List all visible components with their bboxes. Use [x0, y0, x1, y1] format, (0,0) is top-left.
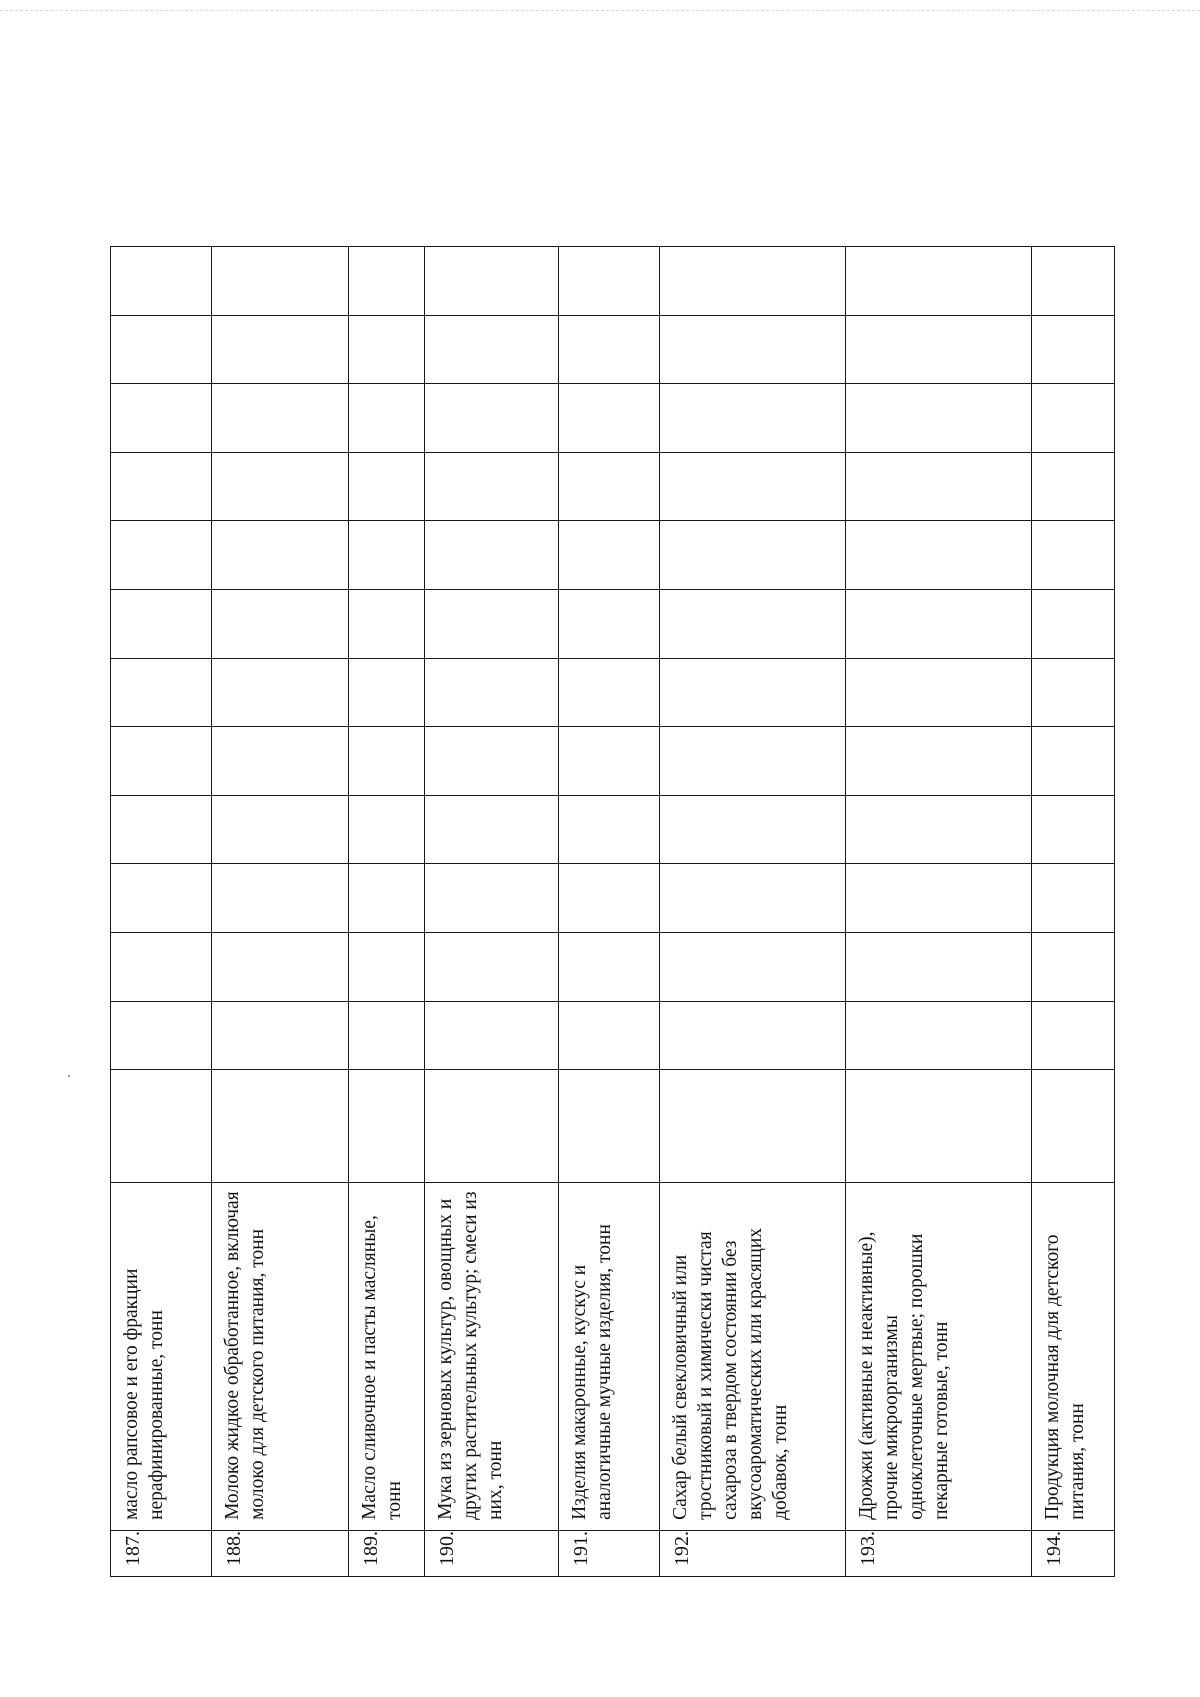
empty-cell	[1032, 1001, 1115, 1070]
empty-cell	[211, 1070, 349, 1183]
empty-cell	[558, 727, 660, 796]
empty-cell	[211, 590, 349, 659]
empty-cell	[349, 384, 425, 453]
empty-cell	[660, 1001, 846, 1070]
empty-cell	[846, 247, 1032, 316]
empty-cell	[211, 521, 349, 590]
empty-cell	[349, 315, 425, 384]
empty-cell	[660, 658, 846, 727]
table-row	[558, 111, 660, 1577]
empty-cell	[660, 315, 846, 384]
empty-cell	[111, 384, 212, 453]
empty-cell	[660, 1070, 846, 1183]
empty-cell	[558, 864, 660, 933]
empty-cell	[846, 452, 1032, 521]
empty-cell	[558, 315, 660, 384]
empty-cell	[660, 932, 846, 1001]
empty-cell	[1032, 795, 1115, 864]
row-number: 187.	[111, 1530, 212, 1576]
empty-cell	[1032, 247, 1115, 316]
empty-cell	[349, 1001, 425, 1070]
empty-cell	[846, 384, 1032, 453]
empty-cell	[349, 1070, 425, 1183]
empty-cell	[846, 590, 1032, 659]
empty-cell	[111, 795, 212, 864]
table-row	[111, 111, 212, 1577]
empty-cell	[349, 658, 425, 727]
empty-cell	[558, 795, 660, 864]
empty-cell	[111, 452, 212, 521]
empty-cell	[211, 932, 349, 1001]
empty-cell	[211, 1001, 349, 1070]
empty-cell	[425, 315, 558, 384]
empty-cell	[846, 932, 1032, 1001]
empty-cell	[111, 315, 212, 384]
empty-cell	[349, 452, 425, 521]
rotated-page	[110, 110, 1115, 1577]
table-row	[660, 111, 846, 1577]
row-name: Масло сливочное и пасты масляные, тонн	[349, 1182, 425, 1530]
empty-cell	[558, 521, 660, 590]
table-row	[1032, 111, 1115, 1577]
row-number: 194.	[1032, 1530, 1115, 1576]
table-row	[349, 111, 425, 1577]
empty-cell	[111, 864, 212, 933]
empty-cell	[211, 452, 349, 521]
row-name: Сахар белый свекловичный или тростниковый и химически чистая сахароза в твердом состоянии без вкусоароматических или красящих добавок, тонн	[660, 1182, 846, 1530]
empty-cell	[111, 932, 212, 1001]
empty-cell	[349, 247, 425, 316]
statistics-table	[110, 110, 1115, 1577]
empty-cell	[425, 384, 558, 453]
empty-cell	[211, 247, 349, 316]
empty-cell	[660, 864, 846, 933]
table-row	[425, 111, 558, 1577]
row-number: 191.	[558, 1530, 660, 1576]
table-row	[846, 111, 1032, 1577]
empty-cell	[558, 932, 660, 1001]
empty-cell	[349, 521, 425, 590]
scan-speck	[68, 1075, 70, 1077]
empty-cell	[425, 452, 558, 521]
empty-cell	[1032, 521, 1115, 590]
empty-cell	[425, 658, 558, 727]
empty-cell	[846, 864, 1032, 933]
empty-cell	[660, 452, 846, 521]
empty-cell	[425, 1070, 558, 1183]
row-number: 192.	[660, 1530, 846, 1576]
row-number: 193.	[846, 1530, 1032, 1576]
empty-cell	[660, 727, 846, 796]
empty-cell	[349, 864, 425, 933]
empty-cell	[1032, 864, 1115, 933]
empty-cell	[1032, 452, 1115, 521]
empty-cell	[111, 727, 212, 796]
row-name: масло рапсовое и его фракции нерафинированные, тонн	[111, 1182, 212, 1530]
empty-cell	[558, 590, 660, 659]
empty-cell	[211, 864, 349, 933]
empty-cell	[425, 795, 558, 864]
empty-cell	[425, 590, 558, 659]
empty-cell	[211, 315, 349, 384]
row-name: Продукция молочная для детского питания, тонн	[1032, 1182, 1115, 1530]
empty-cell	[425, 247, 558, 316]
empty-cell	[846, 795, 1032, 864]
empty-cell	[111, 658, 212, 727]
empty-cell	[660, 384, 846, 453]
empty-cell	[211, 727, 349, 796]
row-number: 190.	[425, 1530, 558, 1576]
empty-cell	[425, 864, 558, 933]
empty-cell	[425, 727, 558, 796]
table-body	[111, 111, 1115, 1577]
empty-cell	[558, 452, 660, 521]
empty-cell	[425, 1001, 558, 1070]
row-number: 188.	[211, 1530, 349, 1576]
empty-cell	[425, 932, 558, 1001]
empty-cell	[211, 384, 349, 453]
empty-cell	[1032, 727, 1115, 796]
empty-cell	[660, 590, 846, 659]
empty-cell	[558, 1001, 660, 1070]
empty-cell	[111, 590, 212, 659]
row-number: 189.	[349, 1530, 425, 1576]
empty-cell	[349, 727, 425, 796]
empty-cell	[349, 795, 425, 864]
empty-cell	[349, 590, 425, 659]
empty-cell	[1032, 932, 1115, 1001]
empty-cell	[846, 521, 1032, 590]
empty-cell	[111, 521, 212, 590]
empty-cell	[660, 247, 846, 316]
empty-cell	[660, 795, 846, 864]
empty-cell	[1032, 590, 1115, 659]
row-name: Изделия макаронные, кускус и аналогичные мучные изделия, тонн	[558, 1182, 660, 1530]
empty-cell	[425, 521, 558, 590]
row-name: Дрожжи (активные и неактивные), прочие микроорганизмы одноклеточные мертвые; порошки пекарные готовые, тонн	[846, 1182, 1032, 1530]
empty-cell	[558, 384, 660, 453]
empty-cell	[1032, 315, 1115, 384]
empty-cell	[211, 658, 349, 727]
empty-cell	[558, 247, 660, 316]
row-name: Молоко жидкое обработанное, включая молоко для детского питания, тонн	[211, 1182, 349, 1530]
row-name: Мука из зерновых культур, овощных и других растительных культур; смеси из них, тонн	[425, 1182, 558, 1530]
empty-cell	[349, 932, 425, 1001]
empty-cell	[1032, 658, 1115, 727]
table-row	[211, 111, 349, 1577]
empty-cell	[846, 1001, 1032, 1070]
empty-cell	[111, 247, 212, 316]
empty-cell	[111, 1070, 212, 1183]
empty-cell	[558, 658, 660, 727]
empty-cell	[846, 1070, 1032, 1183]
empty-cell	[846, 727, 1032, 796]
empty-cell	[1032, 384, 1115, 453]
empty-cell	[846, 658, 1032, 727]
empty-cell	[558, 1070, 660, 1183]
empty-cell	[846, 315, 1032, 384]
empty-cell	[660, 521, 846, 590]
empty-cell	[211, 795, 349, 864]
empty-cell	[111, 1001, 212, 1070]
empty-cell	[1032, 1070, 1115, 1183]
page-top-edge	[0, 10, 1200, 11]
